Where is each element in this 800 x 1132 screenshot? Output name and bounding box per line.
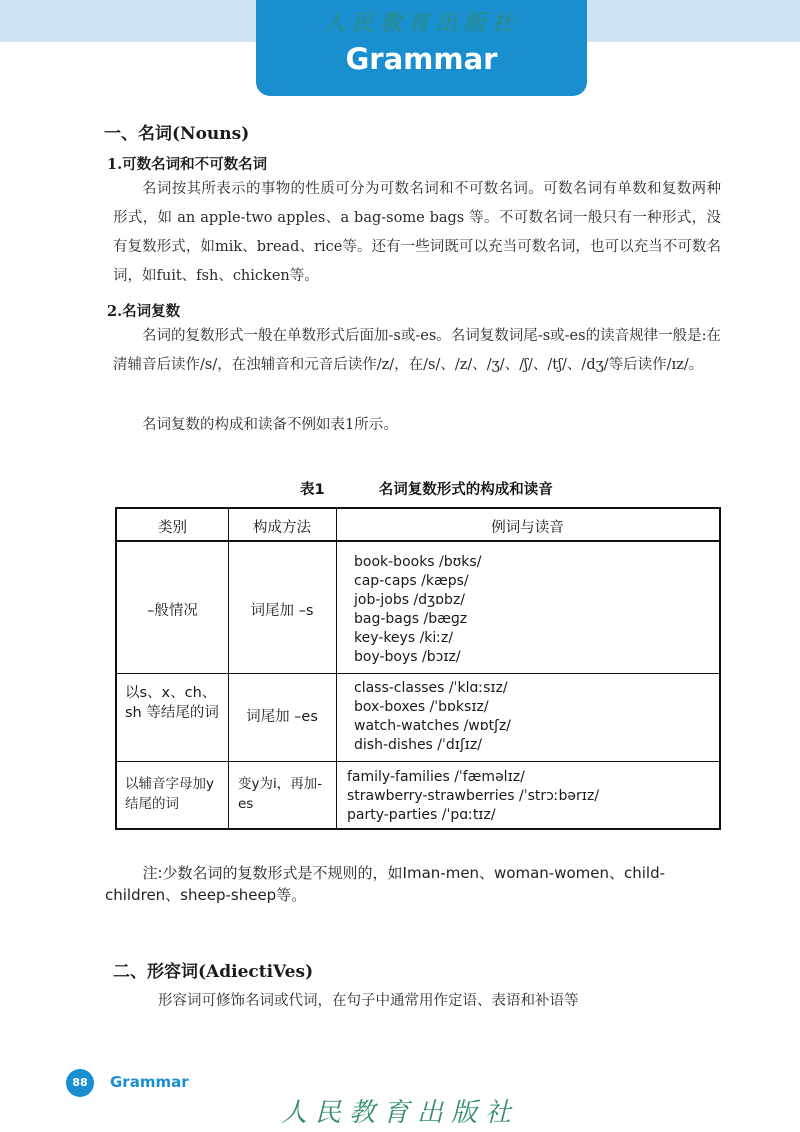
table-caption-title: 名词复数形式的构成和读音 bbox=[378, 482, 553, 498]
plural-forms-table bbox=[115, 507, 721, 830]
header-tab bbox=[256, 0, 587, 96]
example-word: watch-watches /wɒtʃz/ bbox=[354, 718, 511, 734]
subheading-plural: 2.名词复数 bbox=[107, 303, 181, 320]
table-header-row bbox=[117, 509, 719, 542]
section-heading-adjectives: 二、形容词(AdiectiVes) bbox=[113, 962, 314, 982]
example-word: cap-caps /kæps/ bbox=[354, 573, 469, 589]
paragraph-countable: 名词按其所表示的事物的性质可分为可数名词和不可数名词。可数名词有单数和复数两种形式，如 an apple-two apples、a bag-some bags 等。不可数名词一般只有一种形式，没有复数形式，如mik、bread、rice等。还有一些词既可以充当可数名词，也可以充当不可数名词，如fuit、fsh、chicken等。 bbox=[113, 181, 721, 284]
table-cell-method: 词尾加 –es bbox=[246, 709, 318, 725]
footer-title: Grammar bbox=[110, 1073, 189, 1091]
table-cell-method: 词尾加 –s bbox=[250, 603, 314, 619]
table-cell-category: 以s、x、ch、sh 等结尾的词 bbox=[125, 685, 219, 721]
table-cell-examples bbox=[347, 768, 599, 825]
example-word: box-boxes /ˈbɒksɪz/ bbox=[354, 699, 489, 715]
table-divider bbox=[228, 509, 229, 828]
table-divider bbox=[336, 509, 337, 828]
table-note: 注:少数名词的复数形式是不规则的，如Iman-men、woman-women、child-children、sheep-sheep等。 bbox=[105, 864, 666, 904]
publisher-logo-footer: 人民教育出版社 bbox=[280, 1098, 519, 1128]
example-word: boy-boys /bɔɪz/ bbox=[354, 649, 461, 665]
section-heading-nouns: 一、名词(Nouns) bbox=[104, 124, 250, 144]
table-row-divider bbox=[117, 761, 719, 762]
table-header-examples: 例词与读音 bbox=[491, 520, 564, 536]
page-title: Grammar bbox=[345, 42, 498, 76]
table-caption-number: 表1 bbox=[300, 482, 325, 498]
example-word: key-keys /kiːz/ bbox=[354, 630, 454, 646]
table-cell-method: 变y为i，再加-es bbox=[238, 776, 323, 812]
example-word: family-families /ˈfæməlɪz/ bbox=[347, 769, 525, 785]
table-cell-examples bbox=[354, 679, 511, 755]
table-cell-category: 以辅音字母加y结尾的词 bbox=[125, 776, 214, 812]
table-row-divider bbox=[117, 673, 719, 674]
page-number-badge: 88 bbox=[66, 1069, 94, 1097]
paragraph-table-ref: 名词复数的构成和读备不例如表1所示。 bbox=[142, 417, 398, 433]
example-word: bag-bags /bæɡz bbox=[354, 611, 468, 627]
table-cell-category: –般情况 bbox=[147, 603, 198, 619]
table-header-category: 类别 bbox=[158, 520, 187, 536]
table-caption bbox=[300, 478, 553, 499]
example-word: party-parties /ˈpɑːtɪz/ bbox=[347, 807, 496, 823]
subheading-countable: 1.可数名词和不可数名词 bbox=[107, 156, 268, 173]
example-word: book-books /bʊks/ bbox=[354, 554, 482, 570]
example-word: job-jobs /dʒɒbz/ bbox=[354, 592, 466, 608]
example-word: class-classes /ˈklɑːsɪz/ bbox=[354, 680, 508, 696]
paragraph-plural: 名词的复数形式一般在单数形式后面加-s或-es。名词复数词尾-s或-es的读音规律一般是:在清辅音后读作/s/，在浊辅音和元音后读作/z/，在/s/、/z/、/ʒ/、/ʃ/、/tʃ/、/dʒ/等后读作/ɪz/。 bbox=[113, 328, 721, 373]
publisher-logo: 人民教育出版社 bbox=[323, 11, 520, 36]
paragraph-adjectives: 形容词可修饰名词或代词，在句子中通常用作定语、表语和补语等 bbox=[158, 993, 579, 1009]
example-word: dish-dishes /ˈdɪʃɪz/ bbox=[354, 737, 482, 753]
example-word: strawberry-strawberries /ˈstrɔːbərɪz/ bbox=[347, 788, 600, 804]
table-cell-examples bbox=[354, 553, 481, 667]
table-header-method: 构成方法 bbox=[253, 520, 311, 536]
